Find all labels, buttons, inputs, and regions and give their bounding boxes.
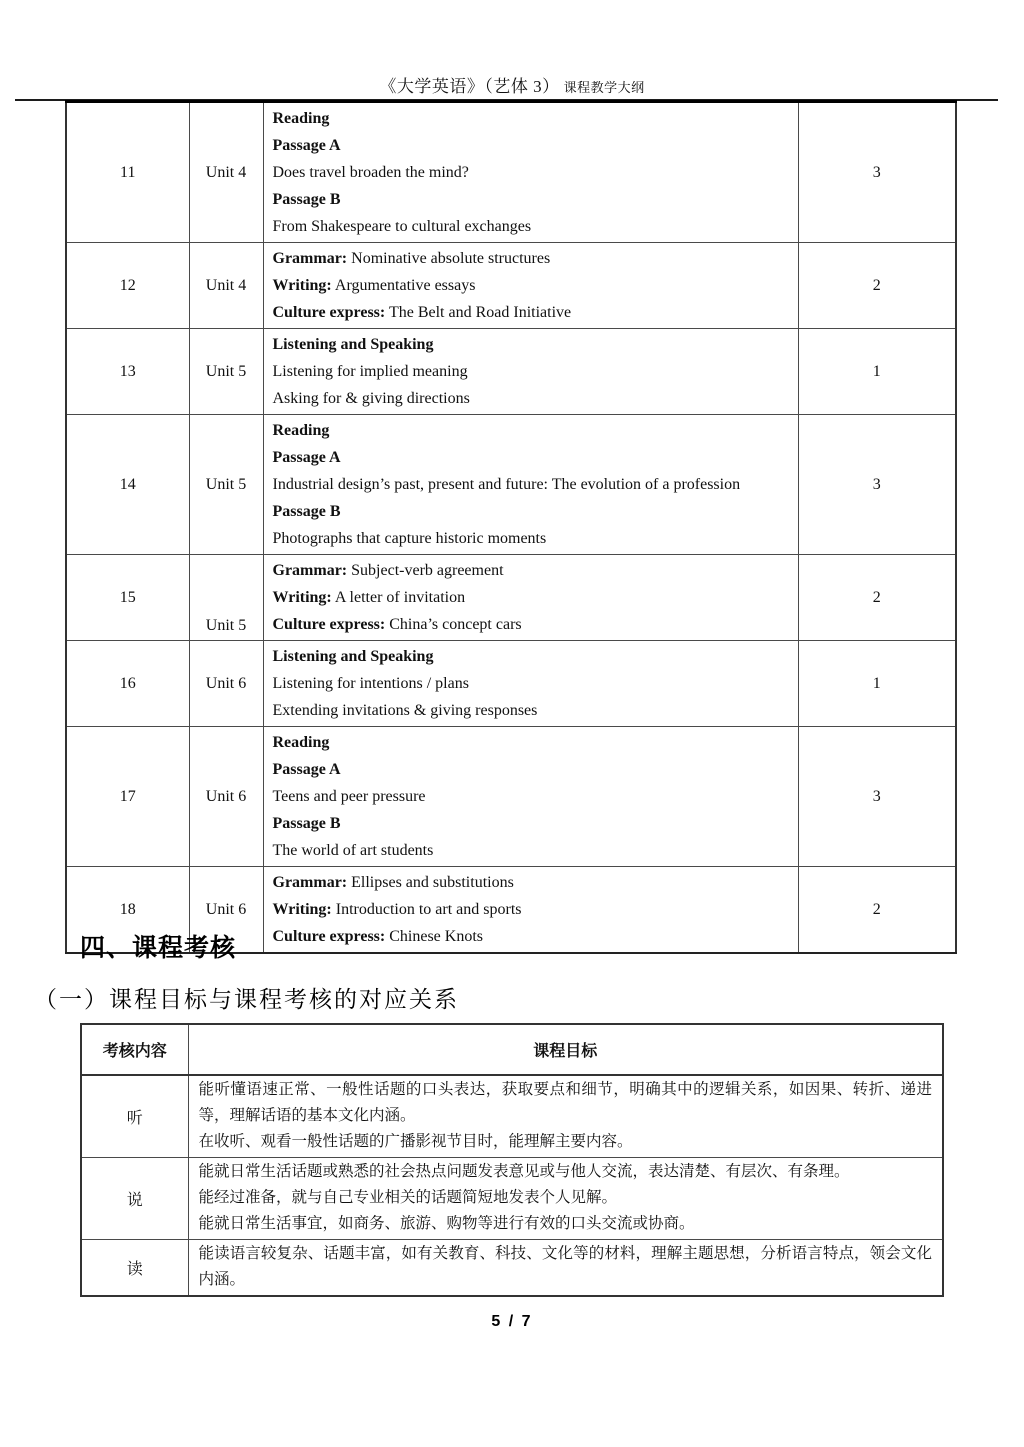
content-line-bold: Writing: (272, 589, 332, 606)
objective-paragraph: 能就日常生活话题或熟悉的社会热点问题发表意见或与他人交流，表达清楚、有层次、有条理。 (198, 1163, 850, 1180)
content-line (273, 186, 790, 213)
hours-cell: 2 (798, 867, 956, 954)
content-line: Writing: Argumentative essays (272, 277, 476, 294)
assessment-header-content: 考核内容 (81, 1024, 188, 1075)
document-subtitle: 课程教学大纲 (563, 80, 645, 95)
content-line (273, 417, 790, 444)
content-cell (263, 329, 798, 415)
content-line (273, 132, 790, 159)
content-line (273, 756, 790, 783)
skill-cell: 读 (81, 1240, 188, 1297)
content-line: Grammar: Subject-verb agreement (272, 562, 504, 579)
unit-cell: Unit 5 (189, 555, 263, 641)
schedule-row (66, 727, 956, 867)
assessment-header-objective: 课程目标 (188, 1024, 943, 1075)
week-cell: 11 (66, 102, 189, 243)
hours-cell: 3 (798, 727, 956, 867)
section-subheading: （一）课程目标与课程考核的对应关系 (34, 987, 459, 1012)
content-line: The world of art students (272, 842, 434, 859)
objective-paragraph: 能就日常生活事宜，如商务、旅游、购物等进行有效的口头交流或协商。 (198, 1215, 695, 1232)
content-line-bold: Passage B (272, 191, 341, 208)
content-cell (263, 415, 798, 555)
content-cell (263, 243, 798, 329)
objective-paragraph: 能读语言较复杂、话题丰富，如有关教育、科技、文化等的材料，理解主题思想，分析语言特点，领会文化内涵。 (198, 1245, 932, 1288)
document-title: 《大学英语》（艺体 3） (379, 77, 560, 96)
content-cell (263, 867, 798, 954)
content-line (273, 498, 790, 525)
content-line: Industrial design’s past, present and future: The evolution of a profession (272, 476, 741, 493)
content-line-bold: Grammar: (272, 874, 348, 891)
schedule-row (66, 555, 956, 641)
unit-cell: Unit 4 (189, 243, 263, 329)
content-line-bold: Grammar: (272, 250, 348, 267)
content-line: Listening for intentions / plans (272, 675, 469, 692)
schedule-row (66, 415, 956, 555)
skill-cell: 说 (81, 1158, 188, 1240)
schedule-table-body (66, 102, 956, 954)
content-line: Grammar: Ellipses and substitutions (272, 874, 514, 891)
hours-cell: 1 (798, 641, 956, 727)
content-line (273, 810, 790, 837)
content-line: Writing: A letter of invitation (272, 589, 466, 606)
content-line: Writing: Introduction to art and sports (272, 901, 522, 918)
content-line: Culture express: Chinese Knots (272, 928, 484, 945)
document-header (0, 72, 1024, 97)
objective-cell (188, 1240, 943, 1297)
unit-cell: Unit 6 (189, 867, 263, 954)
assessment-header-row (81, 1024, 943, 1075)
unit-cell: Unit 6 (189, 727, 263, 867)
hours-cell: 2 (798, 555, 956, 641)
hours-cell: 1 (798, 329, 956, 415)
content-line: Teens and peer pressure (272, 788, 426, 805)
assessment-table-body (81, 1024, 943, 1296)
schedule-row (66, 329, 956, 415)
content-line (273, 444, 790, 471)
content-line-bold: Culture express: (272, 616, 386, 633)
hours-cell: 3 (798, 415, 956, 555)
content-line: Culture express: The Belt and Road Initiative (272, 304, 572, 321)
objective-paragraph: 在收听、观看一般性话题的广播影视节目时，能理解主要内容。 (198, 1133, 633, 1150)
content-line-bold: Passage A (272, 137, 341, 154)
assessment-table (80, 1023, 944, 1297)
content-line-bold: Passage B (272, 503, 341, 520)
content-line-bold: Reading (272, 110, 330, 127)
content-line-bold: Reading (272, 734, 330, 751)
content-line: Grammar: Nominative absolute structures (272, 250, 551, 267)
content-line: Listening for implied meaning (272, 363, 468, 380)
hours-cell: 3 (798, 102, 956, 243)
content-line-bold: Culture express: (272, 304, 386, 321)
unit-cell: Unit 5 (189, 415, 263, 555)
week-cell: 17 (66, 727, 189, 867)
objective-paragraph: 能经过准备，就与自己专业相关的话题简短地发表个人见解。 (198, 1189, 618, 1206)
content-line-bold: Writing: (272, 277, 332, 294)
content-line: Culture express: China’s concept cars (272, 616, 522, 633)
content-line (273, 331, 790, 358)
content-line (273, 729, 790, 756)
content-cell (263, 555, 798, 641)
objective-cell (188, 1075, 943, 1158)
week-cell: 13 (66, 329, 189, 415)
content-line-bold: Passage A (272, 449, 341, 466)
content-line-bold: Culture express: (272, 928, 386, 945)
content-line-bold: Listening and Speaking (272, 336, 434, 353)
content-cell (263, 641, 798, 727)
assessment-row (81, 1158, 943, 1240)
unit-cell: Unit 5 (189, 329, 263, 415)
content-line-bold: Listening and Speaking (272, 648, 434, 665)
content-cell (263, 727, 798, 867)
content-line: Extending invitations & giving responses (272, 702, 538, 719)
hours-cell: 2 (798, 243, 956, 329)
content-line-bold: Passage A (272, 761, 341, 778)
objective-cell (188, 1158, 943, 1240)
week-cell: 18 (66, 867, 189, 954)
section-heading: 四、课程考核 (80, 934, 237, 962)
unit-cell: Unit 4 (189, 102, 263, 243)
schedule-row (66, 243, 956, 329)
page-number: 5 / 7 (491, 1313, 533, 1330)
content-line: Does travel broaden the mind? (272, 164, 469, 181)
content-line-bold: Grammar: (272, 562, 348, 579)
schedule-row (66, 102, 956, 243)
content-line-bold: Passage B (272, 815, 341, 832)
content-line-bold: Writing: (272, 901, 332, 918)
schedule-table (65, 100, 957, 954)
content-line (273, 643, 790, 670)
schedule-row (66, 641, 956, 727)
content-line: Asking for & giving directions (272, 390, 470, 407)
content-line: From Shakespeare to cultural exchanges (272, 218, 532, 235)
unit-cell: Unit 6 (189, 641, 263, 727)
objective-paragraph: 能听懂语速正常、一般性话题的口头表达，获取要点和细节，明确其中的逻辑关系，如因果、转折、递进等，理解话语的基本文化内涵。 (198, 1081, 932, 1124)
week-cell: 14 (66, 415, 189, 555)
week-cell: 16 (66, 641, 189, 727)
week-cell: 12 (66, 243, 189, 329)
content-line-bold: Reading (272, 422, 330, 439)
week-cell: 15 (66, 555, 189, 641)
content-line: Photographs that capture historic moments (272, 530, 547, 547)
content-cell (263, 102, 798, 243)
assessment-row (81, 1075, 943, 1158)
skill-cell: 听 (81, 1075, 188, 1158)
content-line (273, 105, 790, 132)
assessment-row (81, 1240, 943, 1297)
